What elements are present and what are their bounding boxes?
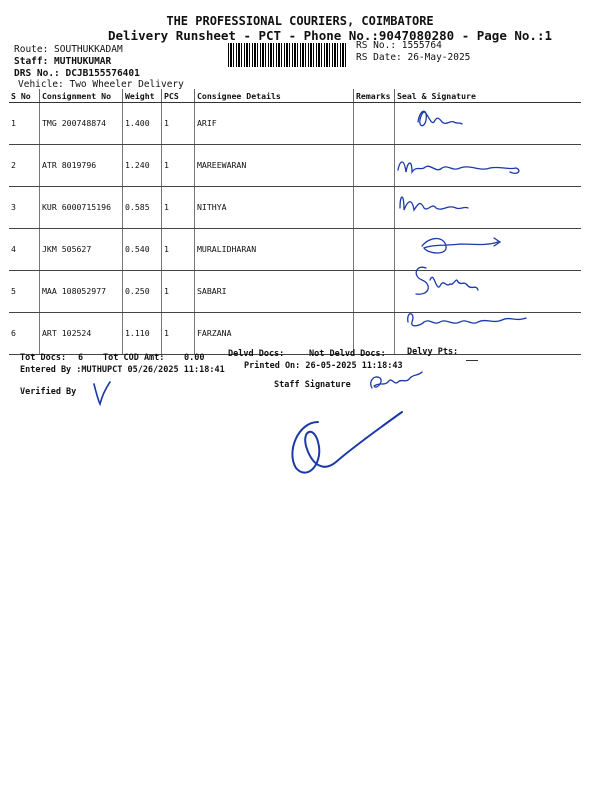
runsheet-subtitle: Delivery Runsheet - PCT - Phone No.:9047080280 - Page No.:1 [107, 28, 552, 43]
printed-on: Printed On: 26-05-2025 11:18:43 [244, 361, 403, 371]
col-header-consignee: Consignee Details [195, 89, 354, 103]
company-title: THE PROFESSIONAL COURIERS, COIMBATORE [166, 14, 434, 28]
cell-pcs: 1 [162, 103, 195, 145]
col-header-signature: Seal & Signature [395, 89, 582, 103]
cell-consignment: MAA 108052977 [40, 271, 123, 313]
cell-pcs: 1 [162, 313, 195, 355]
cell-consignee: NITHYA [195, 187, 354, 229]
cell-remarks [354, 187, 395, 229]
cell-consignment: KUR 6000715196 [40, 187, 123, 229]
staff-signature-label: Staff Signature [274, 380, 351, 390]
signature-row-1 [418, 111, 462, 125]
cell-consignee: SABARI [195, 271, 354, 313]
cell-sno: 5 [9, 271, 40, 313]
delivery-signatures [390, 100, 590, 340]
cell-weight: 0.540 [123, 229, 162, 271]
cell-remarks [354, 103, 395, 145]
cell-weight: 0.585 [123, 187, 162, 229]
cell-weight: 0.250 [123, 271, 162, 313]
cell-weight: 1.240 [123, 145, 162, 187]
cell-weight: 1.400 [123, 103, 162, 145]
delvy-pts-dash [466, 360, 478, 361]
cell-pcs: 1 [162, 229, 195, 271]
col-header-weight: Weight [123, 89, 162, 103]
cell-sno: 4 [9, 229, 40, 271]
verified-by-label: Verified By [20, 387, 77, 397]
vehicle: Vehicle: Two Wheeler Delivery [18, 79, 184, 90]
not-delvd-docs-label: Not Delvd Docs: [309, 349, 386, 359]
staff: Staff: MUTHUKUMAR [14, 56, 112, 67]
cell-sno: 6 [9, 313, 40, 355]
tot-docs-label: Tot Docs: [20, 353, 67, 363]
barcode [228, 43, 348, 67]
signature-row-5 [416, 267, 478, 294]
tot-cod-value: 0.00 [184, 353, 205, 363]
delvy-pts-label: Delvy Pts: [407, 347, 459, 357]
cell-consignee: MURALIDHARAN [195, 229, 354, 271]
cell-consignee: MAREEWARAN [195, 145, 354, 187]
cell-consignment: ATR 8019796 [40, 145, 123, 187]
col-header-pcs: PCS [162, 89, 195, 103]
cell-remarks [354, 145, 395, 187]
cell-consignment: ART 102524 [40, 313, 123, 355]
cell-pcs: 1 [162, 271, 195, 313]
delvd-docs-label: Delvd Docs: [228, 349, 285, 359]
tot-cod-label: Tot COD Amt: [103, 353, 165, 363]
cell-consignment: TMG 200748874 [40, 103, 123, 145]
rs-date: RS Date: 26-May-2025 [356, 52, 471, 63]
cell-consignee: ARIF [195, 103, 354, 145]
entered-by: Entered By :MUTHUPCT 05/26/2025 11:18:41 [20, 365, 225, 375]
large-signature [278, 392, 418, 484]
cell-sno: 1 [9, 103, 40, 145]
cell-weight: 1.110 [123, 313, 162, 355]
cell-consignment: JKM 505627 [40, 229, 123, 271]
cell-sno: 3 [9, 187, 40, 229]
signature-row-3 [400, 197, 468, 210]
col-header-remarks: Remarks [354, 89, 395, 103]
col-header-consignment: Consignment No [40, 89, 123, 103]
cell-pcs: 1 [162, 187, 195, 229]
cell-pcs: 1 [162, 145, 195, 187]
rs-number: RS No.: 1555764 [356, 40, 442, 51]
cell-remarks [354, 229, 395, 271]
verified-signature [88, 378, 118, 408]
tot-docs-value: 6 [78, 353, 84, 363]
cell-consignee: FARZANA [195, 313, 354, 355]
cell-sno: 2 [9, 145, 40, 187]
route: Route: SOUTHUKKADAM [14, 44, 123, 55]
col-header-sno: S No [9, 89, 40, 103]
signature-row-2 [398, 162, 519, 173]
cell-remarks [354, 271, 395, 313]
drs-number: DRS No.: DCJB155576401 [14, 68, 140, 79]
signature-row-4 [422, 238, 500, 253]
signature-row-6 [408, 314, 526, 326]
